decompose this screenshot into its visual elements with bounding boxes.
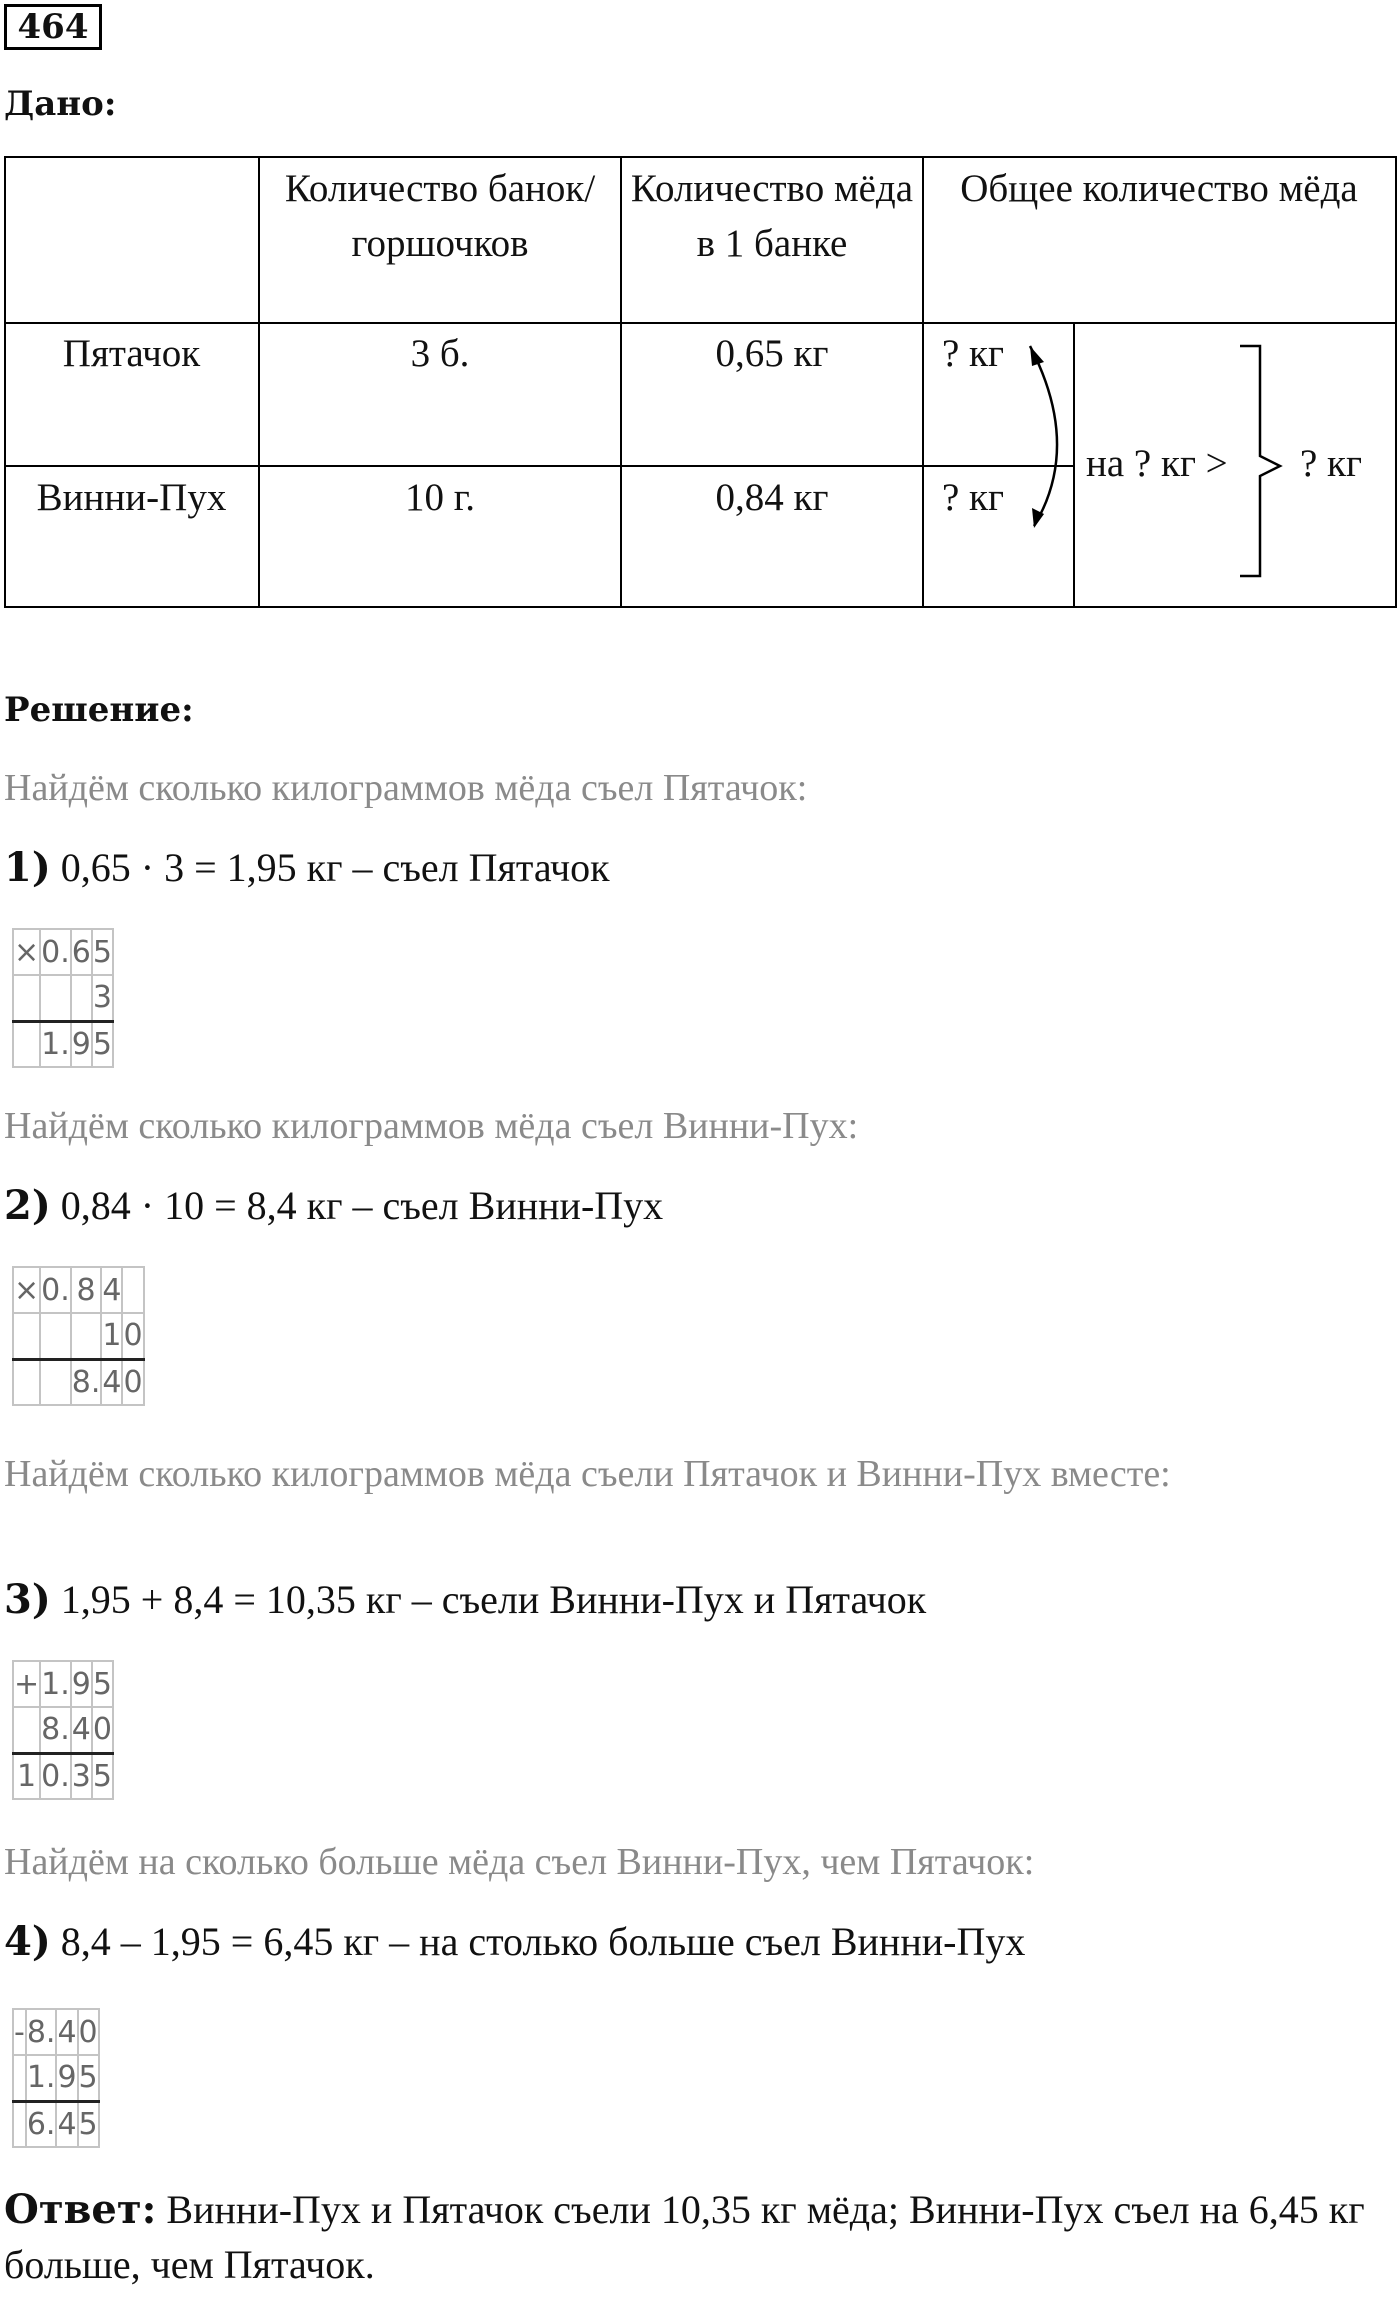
digit-cell: 5 (92, 1021, 113, 1067)
digit-cell (40, 1359, 71, 1405)
header-per-unit: Количество мёда в 1 банке (630, 167, 914, 265)
digit-cell: 0. (40, 1753, 71, 1799)
digit-cell (122, 1267, 143, 1313)
row-name: Винни-Пух (36, 476, 227, 519)
digit-cell: 1. (40, 1021, 71, 1067)
digit-cell (13, 975, 40, 1021)
step-intro: Найдём на сколько больше мёда съел Винни-Пух, чем Пятачок: (4, 1841, 1035, 1883)
step-number: 3) (4, 1576, 51, 1623)
digit-cell: 0. (40, 929, 71, 975)
digit-cell: 8. (71, 1359, 102, 1405)
operator-cell: × (13, 1267, 40, 1313)
operator-cell: + (13, 1661, 40, 1707)
operator-cell: × (13, 929, 40, 975)
digit-cell: 1. (40, 1661, 71, 1707)
step-number: 2) (4, 1182, 51, 1229)
step-line (4, 844, 610, 891)
step-number: 1) (4, 844, 51, 891)
digit-cell (13, 1359, 40, 1405)
step-intro: Найдём сколько килограммов мёда съел Винни-Пух: (4, 1105, 859, 1147)
given-label: Дано: (4, 84, 117, 124)
column-grid (12, 2008, 100, 2148)
header-total: Общее количество мёда (960, 167, 1358, 210)
digit-cell: 4 (56, 2009, 77, 2055)
problem-number: 464 (4, 4, 102, 50)
step-line (4, 1182, 663, 1229)
answer (4, 2182, 1394, 2292)
digit-cell (13, 1313, 40, 1359)
digit-cell: 8 (71, 1267, 102, 1313)
step-text: 0,65 · 3 = 1,95 кг – съел Пятачок (60, 845, 610, 890)
digit-cell: 0 (78, 2009, 99, 2055)
digit-cell: 8. (40, 1707, 71, 1753)
digit-cell: 5 (92, 1753, 113, 1799)
digit-cell: 3 (71, 1753, 92, 1799)
digit-cell (40, 975, 71, 1021)
header-count: Количество банок/горшочков (284, 167, 596, 265)
digit-cell (40, 1313, 71, 1359)
arrow-curve (1030, 346, 1057, 526)
column-grid (12, 1266, 145, 1406)
brace (1240, 346, 1280, 576)
digit-cell: 4 (56, 2101, 77, 2147)
digit-cell: 4 (101, 1267, 122, 1313)
digit-cell: 3 (92, 975, 113, 1021)
digit-cell: 5 (92, 1661, 113, 1707)
solution-label: Решение: (4, 690, 194, 730)
digit-cell: 6. (26, 2101, 57, 2147)
digit-cell: 6 (71, 929, 92, 975)
step-number: 4) (4, 1918, 51, 1965)
digit-cell: 9 (56, 2055, 77, 2101)
digit-cell: 1 (101, 1313, 122, 1359)
digit-cell (13, 2055, 26, 2101)
digit-cell: 4 (101, 1359, 122, 1405)
digit-cell: 9 (71, 1021, 92, 1067)
given-table (4, 156, 1397, 608)
column-grid (12, 1660, 114, 1800)
digit-cell: 9 (71, 1661, 92, 1707)
digit-cell: 1 (13, 1753, 40, 1799)
digit-cell: 5 (92, 929, 113, 975)
arrow-head-up (1030, 346, 1044, 366)
row-per-unit: 0,65 кг (715, 332, 829, 375)
digit-cell: 4 (71, 1707, 92, 1753)
answer-label: Ответ: (4, 2186, 157, 2233)
digit-cell: 5 (78, 2055, 99, 2101)
operator-cell: - (13, 2009, 26, 2055)
digit-cell: 0 (122, 1359, 143, 1405)
difference-label: на ? кг > (1086, 442, 1228, 485)
row-count: 10 г. (404, 476, 476, 519)
digit-cell (13, 1707, 40, 1753)
step-text: 8,4 – 1,95 = 6,45 кг – на столько больше съел Винни-Пух (60, 1919, 1026, 1964)
digit-cell: 1. (26, 2055, 57, 2101)
step-line (4, 1918, 1025, 1965)
digit-cell: 0 (122, 1313, 143, 1359)
digit-cell (13, 1021, 40, 1067)
step-text: 1,95 + 8,4 = 10,35 кг – съели Винни-Пух и Пятачок (60, 1577, 927, 1622)
step-text: 0,84 · 10 = 8,4 кг – съел Винни-Пух (60, 1183, 664, 1228)
row-total: ? кг (942, 332, 1005, 375)
digit-cell: 0 (92, 1707, 113, 1753)
step-intro: Найдём сколько килограммов мёда съели Пятачок и Винни-Пух вместе: (4, 1453, 1171, 1495)
digit-cell: 8. (26, 2009, 57, 2055)
row-count: 3 б. (410, 332, 470, 375)
digit-cell (13, 2101, 26, 2147)
digit-cell (71, 1313, 102, 1359)
digit-cell: 0. (40, 1267, 71, 1313)
step-line (4, 1576, 926, 1623)
answer-text: Винни-Пух и Пятачок съели 10,35 кг мёда; Винни-Пух съел на 6,45 кг больше, чем Пятачок. (4, 2187, 1365, 2287)
digit-cell (71, 975, 92, 1021)
column-grid (12, 928, 114, 1068)
row-name: Пятачок (62, 332, 201, 375)
row-per-unit: 0,84 кг (715, 476, 829, 519)
step-intro: Найдём сколько килограммов мёда съел Пятачок: (4, 767, 808, 809)
sum-label: ? кг (1300, 442, 1363, 485)
digit-cell: 5 (78, 2101, 99, 2147)
row-total: ? кг (942, 476, 1005, 519)
